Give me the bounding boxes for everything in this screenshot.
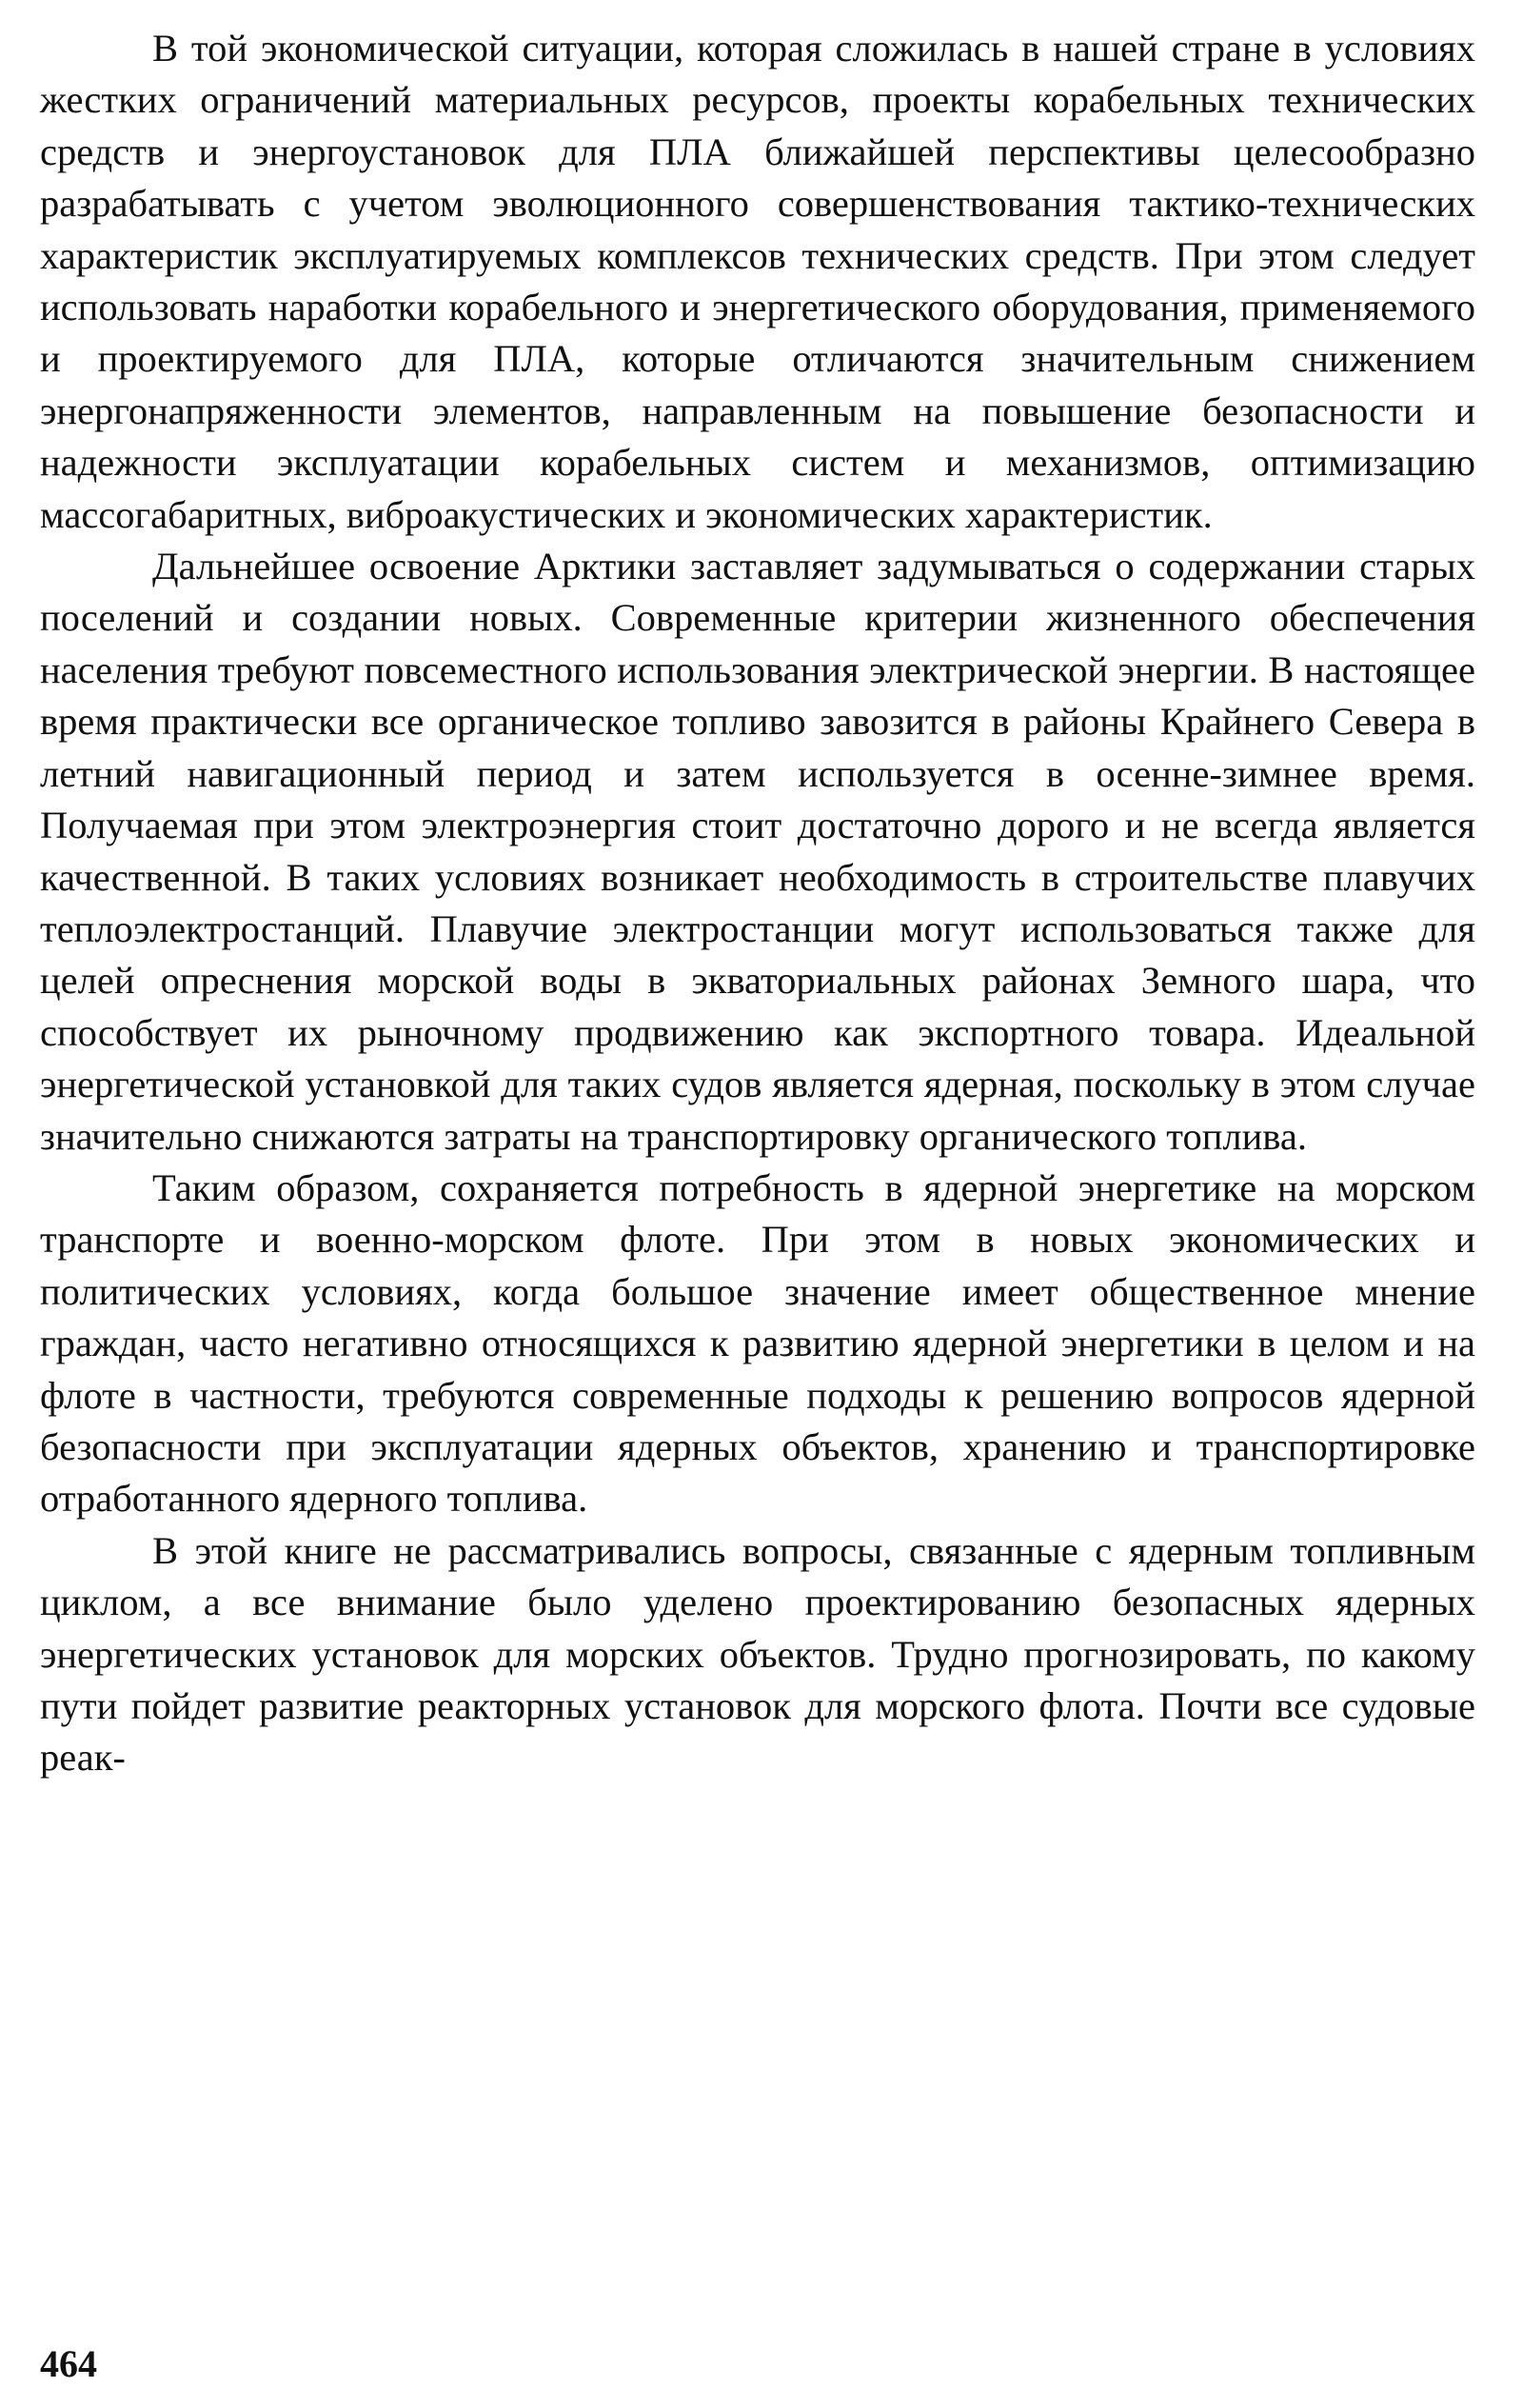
- paragraph-4: В этой книге не рассматривались вопросы, связанные с ядерным топливным циклом, а все внимание было уделено проектированию безопасных ядерных энергетических установок для морских объектов. Трудно прогнозировать, по какому пути пойдет развитие реакторных установок для морского флота. Почти все судовые реак-: [40, 1528, 1475, 1780]
- paragraph-3: Таким образом, сохраняется потребность в ядерной энергетике на морском транспорте и военно-морском флоте. При этом в новых экономических и политических условиях, когда большое значение имеет общественное мнение граждан, часто негативно относящихся к развитию ядерной энергетики в целом и на флоте в частности, требуются современные подходы к решению вопросов ядерной безопасности при эксплуатации ядерных объектов, хранению и транспортировке отработанного ядерного топлива.: [40, 1165, 1475, 1521]
- paragraph-1: В той экономической ситуации, которая сложилась в нашей стране в условиях жестких ограничений материальных ресурсов, проекты корабельных технических средств и энергоустановок для ПЛА ближайшей перспективы целесообразно разрабатывать с учетом эволюционного совершенствования тактико-технических характеристик эксплуатируемых комплексов технических средств. При этом следует использовать наработки корабельного и энергетического оборудования, применяемого и проектируемого для ПЛА, которые отличаются значительным снижением энергонапряженности элементов, направленным на повышение безопасности и надежности эксплуатации корабельных систем и механизмов, оптимизацию массогабаритных, виброакустических и экономических характеристик.: [40, 27, 1475, 536]
- body-text: [40, 23, 1475, 1784]
- page-number: 464: [40, 2342, 97, 2385]
- paragraph-2: Дальнейшее освоение Арктики заставляет задумываться о содержании старых поселений и создании новых. Современные критерии жизненного обеспечения населения требуют повсеместного использования электрической энергии. В настоящее время практически все органическое топливо завозится в районы Крайнего Севера в летний навигационный период и затем используется в осенне-зимнее время. Получаемая при этом электроэнергия стоит достаточно дорого и не всегда является качественной. В таких условиях возникает необходимость в строительстве плавучих теплоэлектростанций. Плавучие электростанции могут использоваться также для целей опреснения морской воды в экваториальных районах Земного шара, что способствует их рыночному продвижению как экспортного товара. Идеальной энергетической установкой для таких судов является ядерная, поскольку в этом случае значительно снижаются затраты на транспортировку органического топлива.: [40, 545, 1475, 1158]
